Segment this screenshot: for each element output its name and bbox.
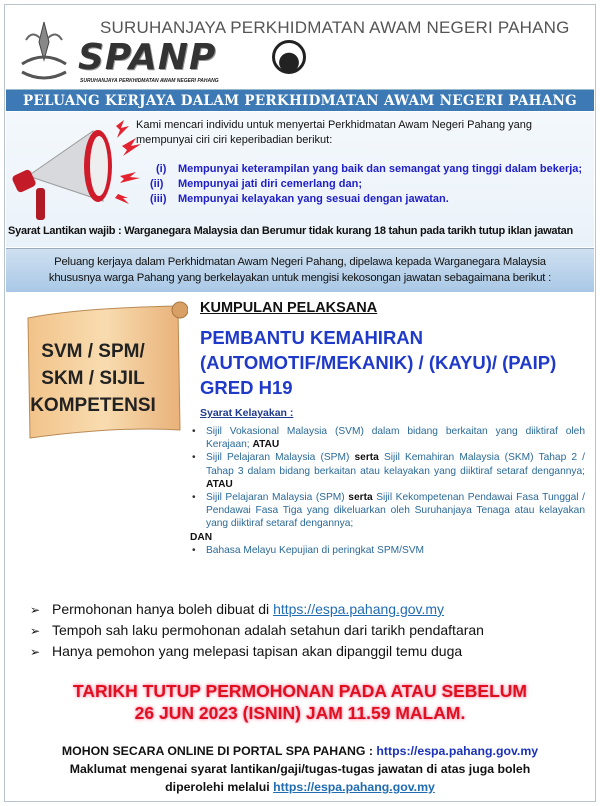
requirement-text: Sijil Kemahiran Malaysia (SKM) Tahap 2 / Tahap 3 dalam bidang berkaitan atau kelayakan yang diiktiraf setaraf dengannya; — [206, 452, 585, 477]
intro-section — [6, 112, 594, 247]
requirement-text: Sijil Pelajaran Malaysia (SPM) — [206, 492, 345, 504]
intro-line-1: Kami mencari individu untuk menyertai Perkhidmatan Awam Negeri Pahang yang — [136, 119, 533, 131]
note-item — [30, 641, 484, 662]
qualification-scroll — [18, 338, 168, 419]
closing-date-line-1: TARIKH TUTUP PERMOHONAN PADA ATAU SEBELUM — [72, 681, 528, 701]
logo-subtitle: SURUHANJAYA PERKHIDMATAN AWAM NEGERI PAHANG — [80, 78, 219, 84]
footer-text: MOHON SECARA ONLINE DI PORTAL SPA PAHANG : — [61, 744, 373, 758]
requirement-connector: serta — [348, 492, 373, 504]
intro-line-2: mempunyai ciri ciri keperibadian berikut: — [136, 134, 333, 146]
footer — [0, 742, 600, 796]
job-grade: GRED H19 — [200, 377, 293, 398]
footer-text: diperolehi melalui — [165, 780, 270, 794]
job-title-line-1: PEMBANTU KEMAHIRAN — [200, 327, 424, 348]
pahang-crest-icon — [18, 20, 70, 84]
espa-link[interactable]: https://espa.pahang.gov.my — [273, 601, 445, 617]
application-notes — [30, 599, 484, 662]
megaphone-icon — [8, 116, 143, 226]
requirement-text: Sijil Vokasional Malaysia (SVM) dalam bidang berkaitan yang diiktiraf oleh Kerajaan; — [206, 426, 585, 451]
invitation-line-1: Peluang kerjaya dalam Perkhidmatan Awam Negeri Pahang, dipelawa kepada Warganegara Malaysia — [54, 256, 546, 268]
requirement-connector: ATAU — [206, 478, 233, 490]
trait-num: (i) — [156, 163, 167, 175]
footer-text: Maklumat mengenai syarat lantikan/gaji/tugas-tugas jawatan di atas juga boleh — [69, 762, 531, 776]
arrow-bullet-icon: ➢ — [30, 645, 41, 659]
scroll-line-1: SVM / SPM/ — [41, 341, 145, 362]
spanp-logo-text: SPANP — [78, 37, 217, 78]
requirement-text: Sijil Pelajaran Malaysia (SPM) — [206, 452, 350, 464]
title-banner: PELUANG KERJAYA DALAM PERKHIDMATAN AWAM NEGERI PAHANG — [6, 89, 594, 111]
requirements-list — [190, 425, 585, 557]
requirement-and: DAN — [190, 531, 213, 543]
requirement-connector: serta — [354, 452, 379, 464]
invitation-box — [6, 248, 594, 292]
scroll-line-2: SKM / SIJIL — [41, 368, 145, 389]
note-text: Permohonan hanya boleh dibuat di — [52, 601, 270, 617]
espa-link[interactable]: https://espa.pahang.gov.my — [273, 780, 435, 794]
scroll-line-3: KOMPETENSI — [30, 395, 156, 416]
portal-link[interactable]: https://espa.pahang.gov.my — [376, 744, 539, 758]
note-item — [30, 599, 484, 620]
trait-text: Mempunyai jati diri cemerlang dan; — [178, 178, 362, 190]
trait-num: (iii) — [150, 193, 167, 205]
job-group: KUMPULAN PELAKSANA — [200, 300, 378, 316]
trait-text: Mempunyai kelayakan yang sesuai dengan jawatan. — [178, 193, 449, 205]
arrow-bullet-icon: ➢ — [30, 603, 41, 617]
requirements-heading: Syarat Kelayakan : — [200, 407, 294, 419]
requirement-item — [190, 491, 585, 531]
note-text: Tempoh sah laku permohonan adalah setahun dari tarikh pendaftaran — [52, 622, 484, 638]
spanp-emblem-icon — [272, 40, 306, 74]
requirement-connector: ATAU — [252, 439, 280, 451]
note-item — [30, 620, 484, 641]
mandatory-requirement: Syarat Lantikan wajib : Warganegara Malaysia dan Berumur tidak kurang 18 tahun pada tarikh tutup iklan jawatan — [8, 225, 574, 237]
closing-date — [0, 680, 600, 724]
note-text: Hanya pemohon yang melepasi tapisan akan dipanggil temu duga — [52, 643, 463, 659]
closing-date-line-2: 26 JUN 2023 (ISNIN) JAM 11.59 MALAM. — [134, 703, 466, 723]
invitation-line-2: khususnya warga Pahang yang berkelayakan untuk mengisi kekosongan jawatan sebagaimana berikut : — [48, 272, 552, 284]
org-name: SURUHANJAYA PERKHIDMATAN AWAM NEGERI PAHANG — [100, 18, 570, 37]
trait-text: Mempunyai keterampilan yang baik dan semangat yang tinggi dalam bekerja; — [178, 163, 583, 175]
requirement-item — [190, 425, 585, 451]
requirement-text: Sijil Kekompetenan Pendawai Fasa Tunggal / Pendawai Fasa Tiga yang dikeluarkan oleh Suruhanjaya Tenaga atau kelayakan yang diiktiraf setaraf dengannya; — [206, 492, 585, 530]
trait-num: (ii) — [150, 178, 164, 190]
requirement-item: • Bahasa Melayu Kepujian di peringkat SPM/SVM — [190, 544, 585, 557]
arrow-bullet-icon: ➢ — [30, 624, 41, 638]
requirement-item — [190, 451, 585, 491]
job-title-line-2: (AUTOMOTIF/MEKANIK) / (KAYU)/ (PAIP) — [200, 352, 557, 373]
job-title — [200, 325, 556, 400]
